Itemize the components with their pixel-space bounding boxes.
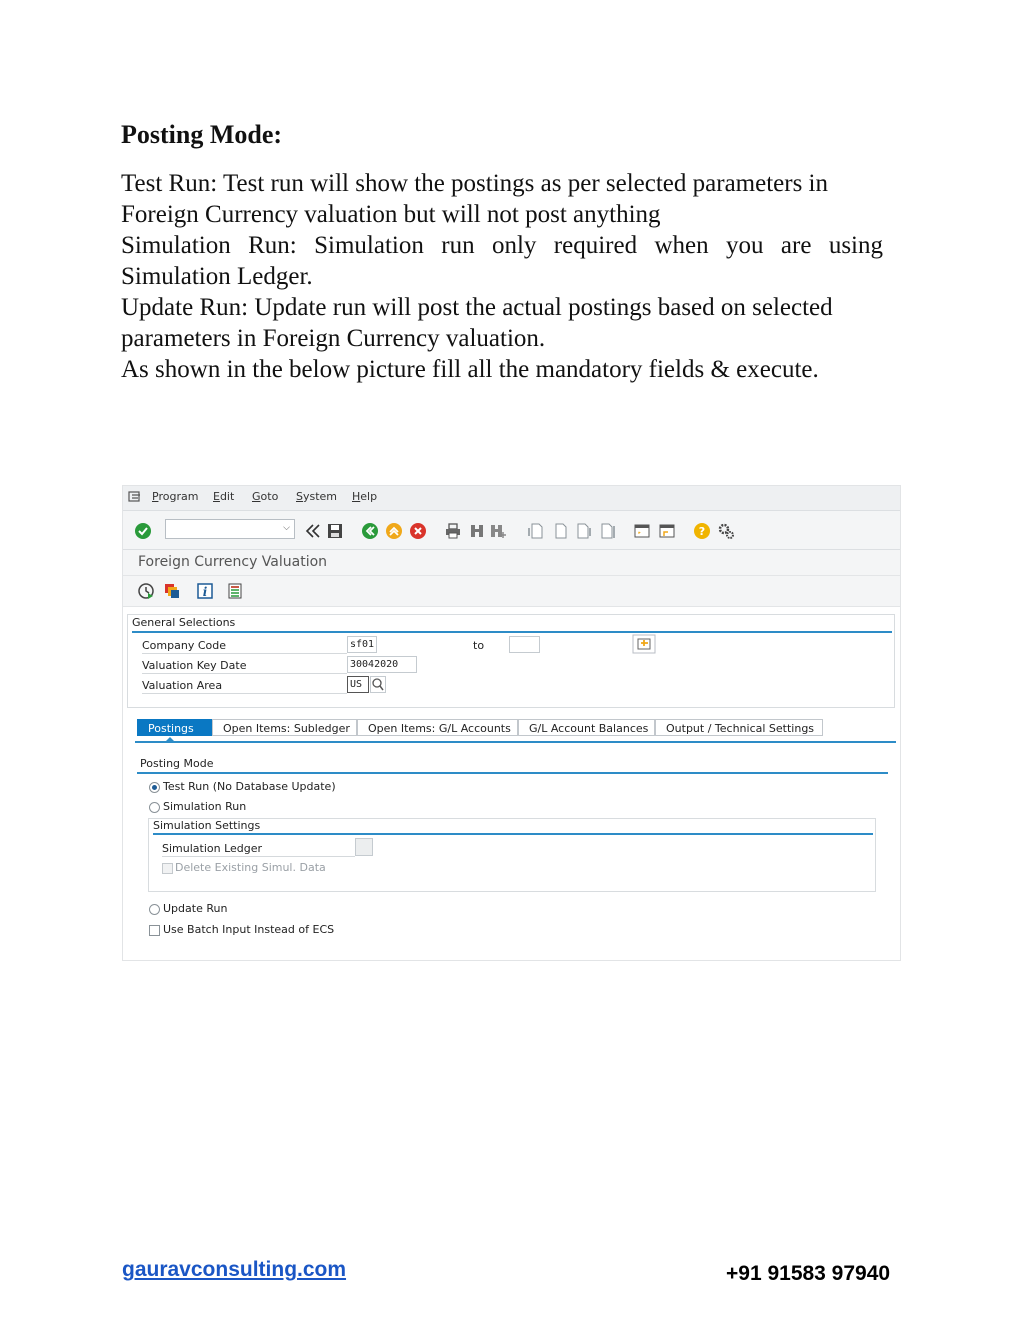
tab-open-items-gl-accounts[interactable]: Open Items: G/L Accounts bbox=[357, 719, 518, 736]
previous-page-icon[interactable] bbox=[551, 522, 569, 540]
group-divider bbox=[137, 772, 888, 774]
paragraph-simulation-ledger: Simulation Ledger. bbox=[121, 263, 313, 290]
multiple-selection-icon[interactable] bbox=[632, 634, 656, 654]
test-run-radio[interactable] bbox=[149, 782, 160, 793]
simulation-run-label: Simulation Run bbox=[163, 800, 247, 813]
first-page-icon[interactable] bbox=[527, 522, 545, 540]
info-icon[interactable] bbox=[196, 582, 214, 600]
variants-icon[interactable] bbox=[163, 582, 181, 600]
posting-mode-group bbox=[135, 755, 888, 944]
valuation-area-input[interactable]: US bbox=[347, 676, 369, 693]
menu-bar bbox=[123, 486, 900, 511]
tab-output-technical-settings[interactable]: Output / Technical Settings bbox=[655, 719, 823, 736]
to-label: to bbox=[473, 639, 485, 652]
paragraph-test-run: Test Run: Test run will show the postings as per selected parameters in Foreign Currency valuation but will not post anything bbox=[121, 170, 829, 228]
general-selections-group bbox=[127, 614, 895, 708]
valuation-area-label: Valuation Area bbox=[142, 677, 347, 694]
new-session-icon[interactable] bbox=[633, 522, 651, 540]
company-code-to-input[interactable] bbox=[509, 636, 540, 653]
batch-input-checkbox[interactable] bbox=[149, 925, 160, 936]
print-icon[interactable] bbox=[444, 522, 462, 540]
tab-postings[interactable]: Postings bbox=[137, 719, 212, 736]
website-link[interactable]: gauravconsulting.com bbox=[122, 1258, 347, 1281]
svg-text:?: ? bbox=[698, 525, 706, 538]
delete-existing-checkbox[interactable] bbox=[162, 863, 173, 874]
screen-title: Foreign Currency Valuation bbox=[138, 554, 328, 570]
tab-divider bbox=[135, 741, 896, 743]
chevron-down-icon[interactable]: ⌵ bbox=[283, 523, 290, 533]
execute-icon[interactable] bbox=[137, 582, 155, 600]
menu-program[interactable]: Program bbox=[152, 490, 199, 503]
tab-open-items-subledger[interactable]: Open Items: Subledger bbox=[212, 719, 357, 736]
paragraph-simulation-run: Simulation Run: Simulation run only required when you are using bbox=[121, 232, 883, 259]
company-code-input[interactable]: sf01 bbox=[347, 636, 377, 653]
menu-edit[interactable]: Edit bbox=[213, 490, 235, 503]
test-run-label: Test Run (No Database Update) bbox=[163, 780, 336, 793]
next-page-icon[interactable] bbox=[575, 522, 593, 540]
update-run-label: Update Run bbox=[163, 902, 228, 915]
last-page-icon[interactable] bbox=[599, 522, 617, 540]
enter-icon[interactable] bbox=[134, 522, 152, 540]
menu-goto[interactable]: Goto bbox=[252, 490, 279, 503]
list-icon[interactable] bbox=[226, 582, 244, 600]
delete-existing-label: Delete Existing Simul. Data bbox=[175, 861, 326, 874]
group-title: Posting Mode bbox=[140, 757, 214, 770]
settings-icon[interactable] bbox=[717, 522, 735, 540]
exit-icon[interactable] bbox=[385, 522, 403, 540]
paragraph-update-run: Update Run: Update run will post the actual postings based on selected parameters in Foreign Currency valuation. bbox=[121, 294, 833, 352]
group-title: General Selections bbox=[132, 616, 236, 629]
document-body bbox=[121, 168, 883, 385]
cancel-icon[interactable] bbox=[409, 522, 427, 540]
batch-input-label: Use Batch Input Instead of ECS bbox=[163, 923, 335, 936]
phone-number: +91 91583 97940 bbox=[726, 1262, 891, 1285]
simulation-run-radio[interactable] bbox=[149, 802, 160, 813]
save-icon[interactable] bbox=[326, 522, 344, 540]
search-help-icon[interactable] bbox=[370, 676, 386, 693]
simulation-ledger-input[interactable] bbox=[355, 838, 373, 856]
company-code-label: Company Code bbox=[142, 637, 347, 654]
menu-icon[interactable] bbox=[128, 491, 142, 506]
group-divider bbox=[153, 833, 873, 835]
tab-gl-account-balances[interactable]: G/L Account Balances bbox=[518, 719, 655, 736]
valuation-key-date-label: Valuation Key Date bbox=[142, 657, 347, 674]
paragraph-instruction: As shown in the below picture fill all the mandatory fields & execute. bbox=[121, 356, 819, 383]
active-tab-indicator bbox=[165, 737, 175, 742]
svg-text:i: i bbox=[202, 585, 208, 599]
group-divider bbox=[132, 631, 892, 633]
menu-help[interactable]: Help bbox=[352, 490, 378, 503]
find-next-icon[interactable] bbox=[489, 522, 507, 540]
find-icon[interactable] bbox=[468, 522, 486, 540]
back-icon[interactable] bbox=[361, 522, 379, 540]
update-run-radio[interactable] bbox=[149, 904, 160, 915]
page-heading: Posting Mode: bbox=[121, 120, 283, 149]
help-icon[interactable] bbox=[693, 522, 711, 540]
command-field[interactable] bbox=[165, 519, 295, 539]
simulation-settings-group bbox=[148, 818, 876, 892]
application-toolbar bbox=[123, 576, 900, 607]
valuation-key-date-input[interactable]: 30042020 bbox=[347, 656, 417, 673]
generate-shortcut-icon[interactable] bbox=[658, 522, 676, 540]
menu-system[interactable]: System bbox=[296, 490, 338, 503]
sap-screenshot bbox=[122, 485, 901, 961]
simulation-ledger-label: Simulation Ledger bbox=[162, 840, 355, 857]
screen-title-bar bbox=[123, 550, 900, 576]
double-chevron-left-icon[interactable] bbox=[304, 522, 322, 540]
system-toolbar bbox=[123, 511, 900, 550]
group-title: Simulation Settings bbox=[153, 819, 261, 832]
